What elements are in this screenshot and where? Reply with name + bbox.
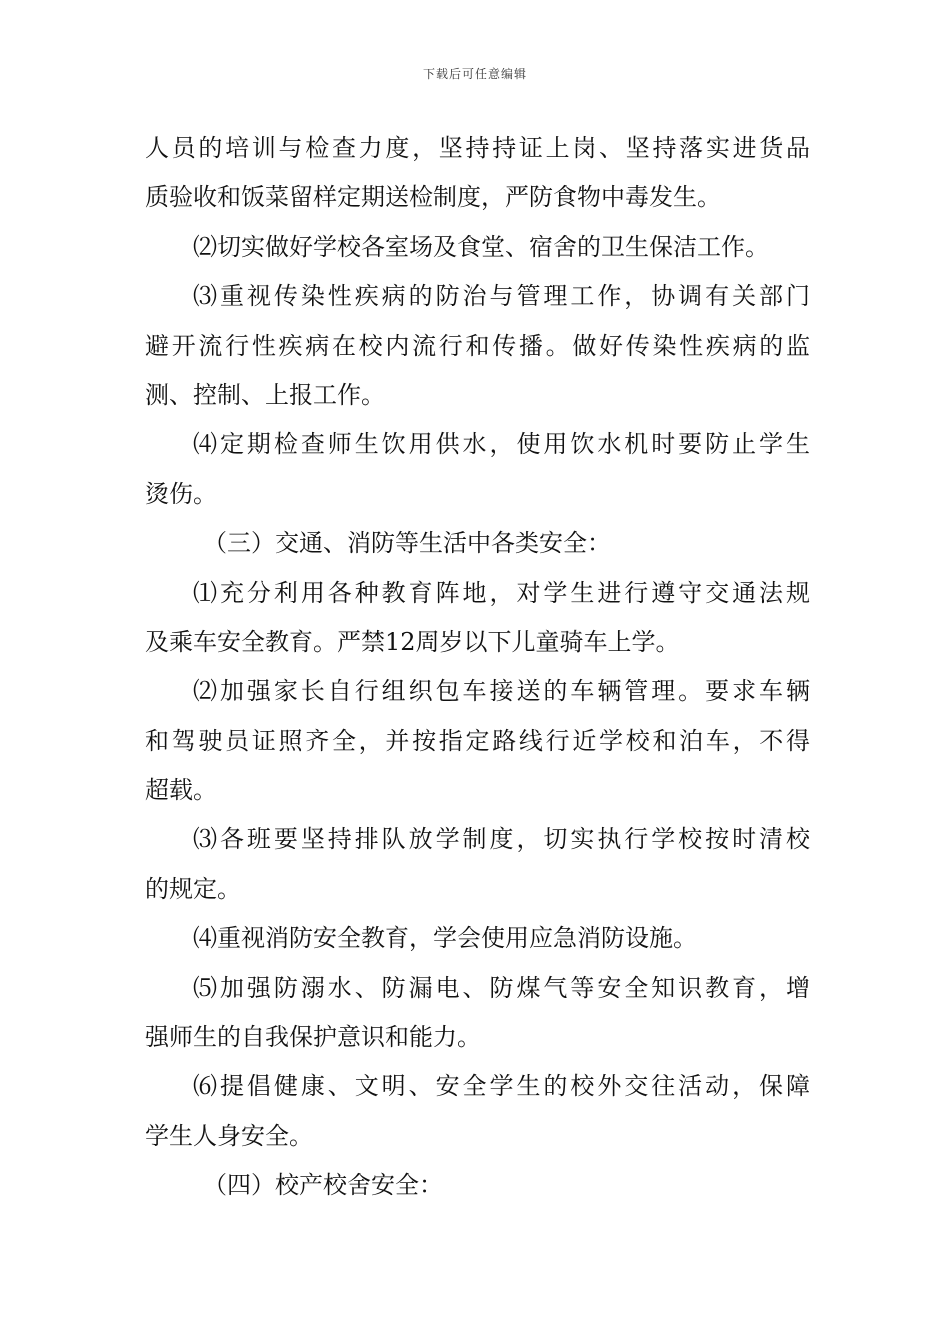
paragraph-line: 及乘车安全教育。严禁12周岁以下儿童骑车上学。: [145, 627, 680, 656]
paragraph-line: 和驾驶员证照齐全，并按指定路线行近学校和泊车，不得: [145, 726, 810, 755]
section-heading: （三）交通、消防等生活中各类安全：: [203, 529, 611, 558]
paragraph-line: 人员的培训与检查力度，坚持持证上岗、坚持落实进货品: [145, 134, 810, 162]
paragraph-line: 超载。: [145, 776, 217, 805]
paragraph-line: ⑴充分利用各种教育阵地，对学生进行遵守交通法规: [193, 578, 810, 607]
paragraph-line: ⑵切实做好学校各室场及食堂、宿舍的卫生保洁工作。: [193, 232, 769, 261]
paragraph-line: 测、控制、上报工作。: [145, 380, 385, 409]
paragraph-line: ⑵加强家长自行组织包车接送的车辆管理。要求车辆: [193, 677, 810, 706]
paragraph-line: ⑶各班要坚持排队放学制度，切实执行学校按时清校: [193, 825, 810, 854]
paragraph-line: 强师生的自我保护意识和能力。: [145, 1023, 481, 1052]
paragraph-line: 避开流行性疾病在校内流行和传播。做好传染性疾病的监: [145, 331, 810, 360]
paragraph-line: ⑷重视消防安全教育，学会使用应急消防设施。: [193, 924, 697, 953]
section-heading: （四）校产校舍安全：: [203, 1171, 443, 1200]
paragraph-line: ⑹提倡健康、文明、安全学生的校外交往活动，保障: [193, 1072, 810, 1101]
paragraph-line: 的规定。: [145, 874, 241, 903]
paragraph-line: ⑸加强防溺水、防漏电、防煤气等安全知识教育，增: [193, 973, 810, 1002]
paragraph-line: ⑶重视传染性疾病的防治与管理工作，协调有关部门: [193, 282, 810, 311]
page-header: 下载后可任意编辑: [422, 67, 527, 81]
paragraph-line: 质验收和饭菜留样定期送检制度，严防食物中毒发生。: [145, 183, 721, 212]
paragraph-line: 学生人身安全。: [145, 1121, 313, 1150]
document-body: [145, 124, 810, 1211]
paragraph-line: ⑷定期检查师生饮用供水，使用饮水机时要防止学生: [193, 430, 810, 459]
paragraph-line: 烫伤。: [145, 479, 217, 508]
